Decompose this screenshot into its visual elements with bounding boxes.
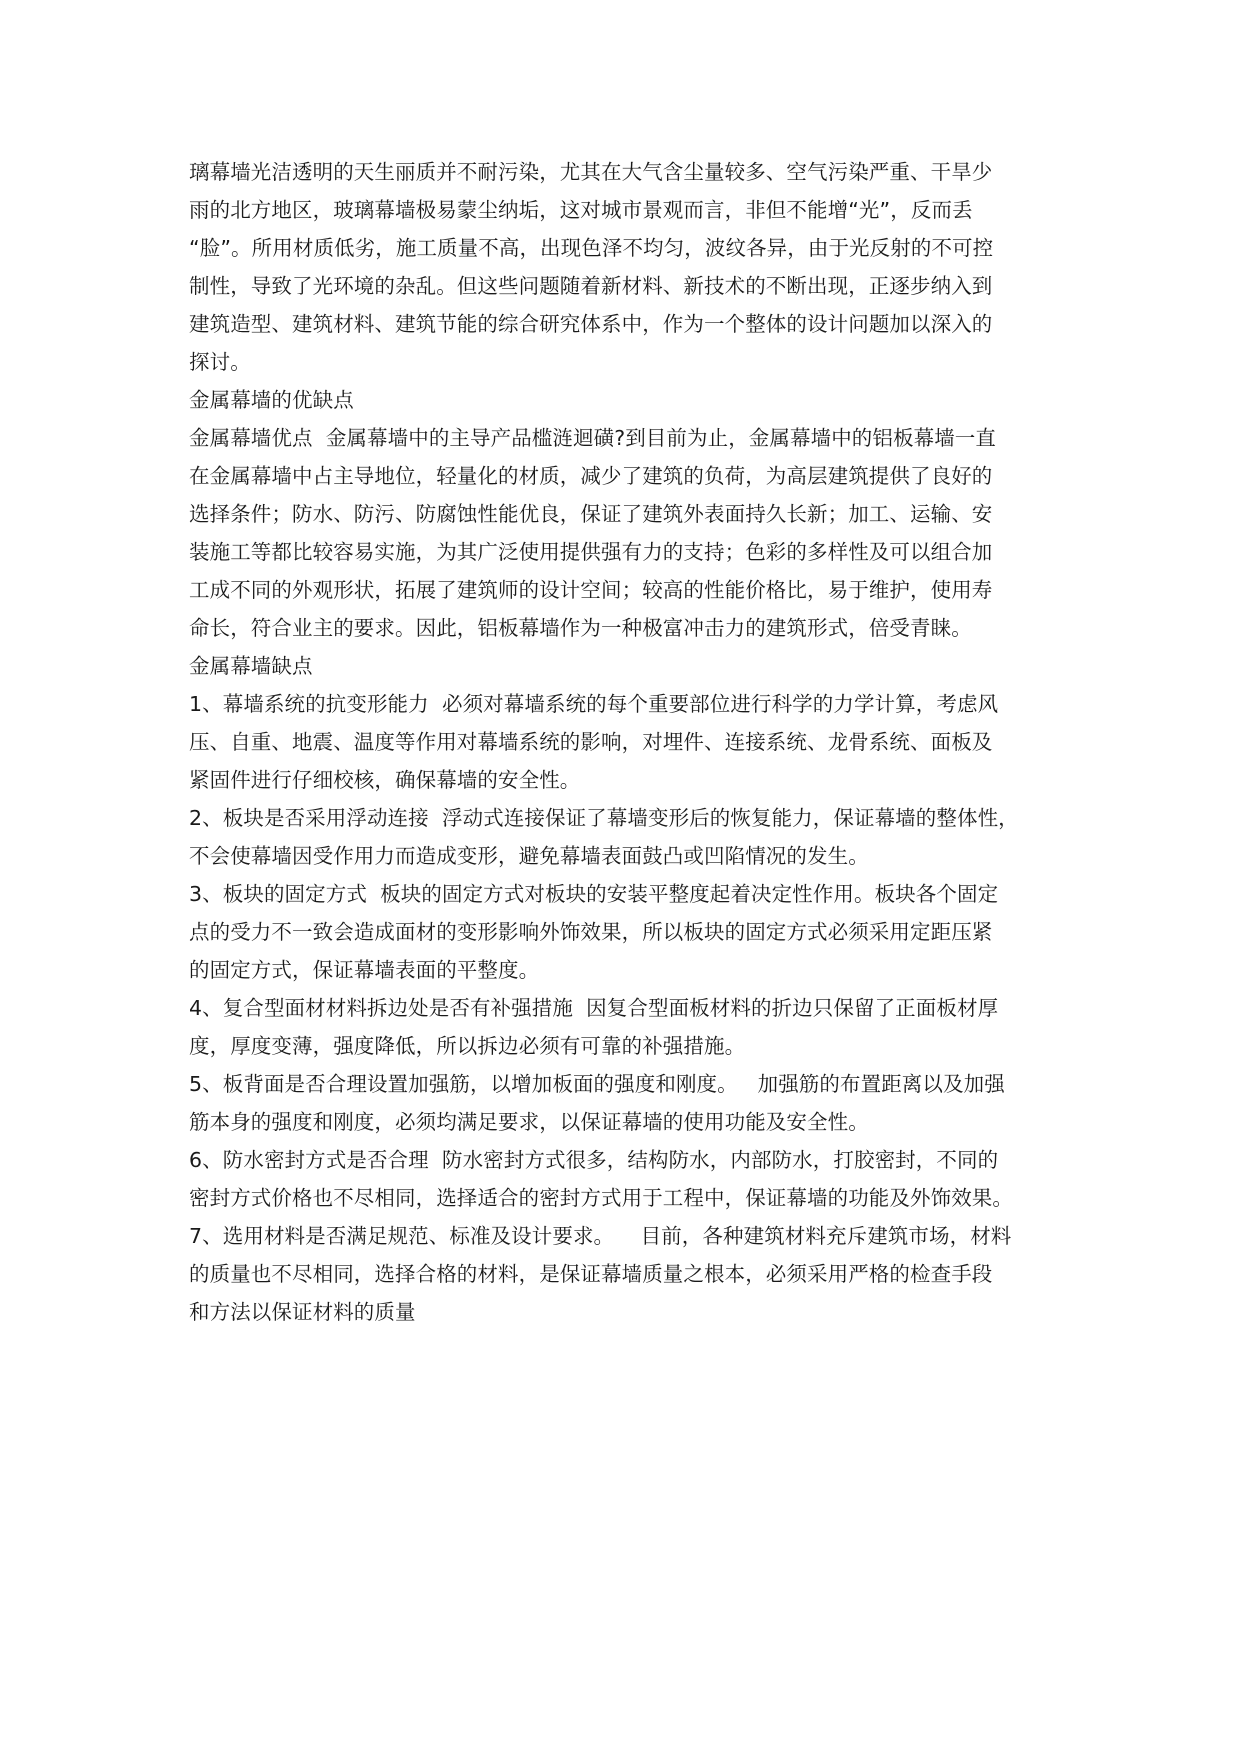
list-item-line: 2、板块是否采用浮动连接 浮动式连接保证了幕墙变形后的恢复能力，保证幕墙的整体性， — [189, 806, 1019, 830]
text-line: 密封方式价格也不尽相同，选择适合的密封方式用于工程中，保证幕墙的功能及外饰效果。 — [189, 1186, 1013, 1210]
text-line: 建筑造型、建筑材料、建筑节能的综合研究体系中，作为一个整体的设计问题加以深入的 — [189, 312, 993, 336]
list-item-line: 1、幕墙系统的抗变形能力 必须对幕墙系统的每个重要部位进行科学的力学计算，考虑风 — [189, 692, 999, 716]
text-line: 璃幕墙光洁透明的天生丽质并不耐污染，尤其在大气含尘量较多、空气污染严重、干旱少 — [189, 160, 993, 184]
section-heading: 金属幕墙缺点 — [189, 654, 313, 678]
text-line: 探讨。 — [189, 350, 251, 374]
section-heading: 金属幕墙的优缺点 — [189, 388, 354, 412]
list-item-line: 4、复合型面材材料拆边处是否有补强措施 因复合型面板材料的折边只保留了正面板材厚 — [189, 996, 999, 1020]
text-line: 的质量也不尽相同，选择合格的材料，是保证幕墙质量之根本，必须采用严格的检查手段 — [189, 1262, 993, 1286]
text-line: 命长，符合业主的要求。因此，铝板幕墙作为一种极富冲击力的建筑形式，倍受青睐。 — [189, 616, 972, 640]
text-line: 和方法以保证材料的质量 — [189, 1300, 416, 1324]
list-item-line: 5、板背面是否合理设置加强筋，以增加板面的强度和刚度。 加强筋的布置距离以及加强 — [189, 1072, 1005, 1096]
text-line: 选择条件；防水、防污、防腐蚀性能优良，保证了建筑外表面持久长新；加工、运输、安 — [189, 502, 993, 526]
document-body — [189, 153, 1069, 1331]
text-line: 工成不同的外观形状，拓展了建筑师的设计空间；较高的性能价格比，易于维护，使用寿 — [189, 578, 993, 602]
list-item-line: 6、防水密封方式是否合理 防水密封方式很多，结构防水，内部防水，打胶密封，不同的 — [189, 1148, 999, 1172]
text-line: 筋本身的强度和刚度，必须均满足要求，以保证幕墙的使用功能及安全性。 — [189, 1110, 869, 1134]
text-line: 制性，导致了光环境的杂乱。但这些问题随着新材料、新技术的不断出现，正逐步纳入到 — [189, 274, 993, 298]
text-line: 紧固件进行仔细校核，确保幕墙的安全性。 — [189, 768, 581, 792]
text-line: 度，厚度变薄，强度降低，所以拆边必须有可靠的补强措施。 — [189, 1034, 746, 1058]
text-line: “脸”。所用材质低劣，施工质量不高，出现色泽不均匀，波纹各异，由于光反射的不可控 — [189, 236, 994, 260]
text-line: 在金属幕墙中占主导地位，轻量化的材质，减少了建筑的负荷，为高层建筑提供了良好的 — [189, 464, 993, 488]
text-line: 雨的北方地区，玻璃幕墙极易蒙尘纳垢，这对城市景观而言，非但不能增“光”，反而丢 — [189, 198, 973, 222]
text-line: 压、自重、地震、温度等作用对幕墙系统的影响，对埋件、连接系统、龙骨系统、面板及 — [189, 730, 993, 754]
list-item-line: 7、选用材料是否满足规范、标准及设计要求。 目前，各种建筑材料充斥建筑市场，材料 — [189, 1224, 1012, 1248]
text-line: 的固定方式，保证幕墙表面的平整度。 — [189, 958, 540, 982]
text-line: 金属幕墙优点 金属幕墙中的主导产品槛涟迴磺?到目前为止，金属幕墙中的铝板幕墙一直 — [189, 426, 997, 450]
text-line: 点的受力不一致会造成面材的变形影响外饰效果，所以板块的固定方式必须采用定距压紧 — [189, 920, 993, 944]
text-line: 装施工等都比较容易实施，为其广泛使用提供强有力的支持；色彩的多样性及可以组合加 — [189, 540, 993, 564]
text-line: 不会使幕墙因受作用力而造成变形，避免幕墙表面鼓凸或凹陷情况的发生。 — [189, 844, 869, 868]
list-item-line: 3、板块的固定方式 板块的固定方式对板块的安装平整度起着决定性作用。板块各个固定 — [189, 882, 999, 906]
